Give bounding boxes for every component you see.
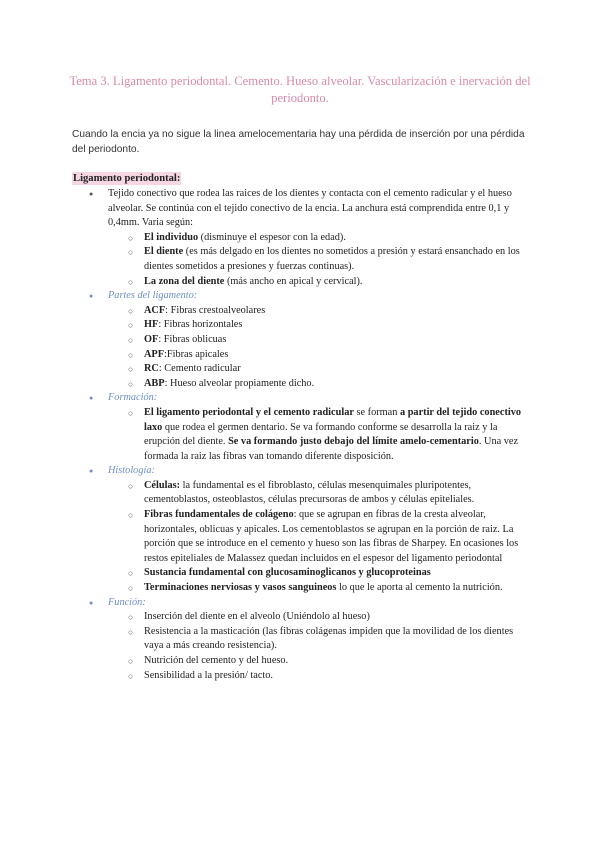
sub-item — [108, 304, 532, 319]
sub-item-text: se forman — [353, 406, 400, 418]
section-heading: Ligamento periodontal: — [73, 173, 181, 184]
sub-list — [72, 231, 532, 289]
main-list — [72, 187, 532, 683]
sub-item-text: (disminuye el espesor con la edad). — [198, 231, 346, 243]
sub-item — [108, 318, 532, 333]
sub-item-bold: La zona del diente — [144, 275, 225, 287]
sub-item — [108, 566, 532, 581]
partes-heading: Partes del ligamento: — [108, 290, 198, 302]
sub-item-bold: El ligamento periodontal y el cemento radicular — [144, 406, 354, 418]
sub-list — [72, 406, 532, 464]
list-item — [72, 187, 532, 289]
sub-item — [108, 333, 532, 348]
sub-item: ○ Inserción del diente en el alveolo (Uniéndolo al hueso) — [108, 610, 532, 625]
sub-item: ○ Nutrición del cemento y del hueso. — [108, 654, 532, 669]
sub-item-text: : Fibras crestoalveolares — [165, 304, 266, 316]
sub-item — [108, 581, 532, 596]
sub-list — [72, 610, 532, 683]
formacion-heading: Formación: — [108, 392, 158, 404]
sub-list — [72, 304, 532, 392]
sub-item-text: lo que le aporta al cemento la nutrición. — [336, 582, 503, 594]
sub-item-bold: RC — [144, 363, 159, 375]
list-item-partes — [72, 289, 532, 391]
sub-item — [108, 508, 532, 566]
sub-item-text: : Fibras horizontales — [158, 319, 243, 331]
sub-item-text: (es más delgado en los dientes no sometidos a presión y estará ensanchado en los dientes sometidos a presiones y fuerzas continuas). — [144, 246, 520, 272]
sub-item-text: la fundamental es el fibroblasto, células mesenquimales pluripotentes, cementoblastos, osteoblastos, células precursoras de ambos y células epiteliales. — [144, 479, 475, 506]
sub-item-text: que rodea el germen dentario. Se va formando conforme se desarrolla la raiz y la erupción del diente. — [144, 421, 498, 448]
sub-item — [108, 479, 532, 508]
sub-item-bold: Se va formando justo debajo del límite amelo-cementario — [228, 436, 479, 448]
sub-item-bold: ABP — [144, 377, 165, 389]
list-item-formacion — [72, 391, 532, 464]
list-item-funcion — [72, 596, 532, 684]
sub-item-bold: APF — [144, 348, 165, 360]
sub-item-bold: Fibras fundamentales de colágeno — [144, 509, 294, 521]
sub-item-bold: a partir del tejido conectivo laxo — [144, 406, 522, 433]
sub-item-text: : Fibras oblicuas — [158, 333, 227, 345]
sub-item-bold: Sustancia fundamental con glucosaminoglicanos y glucoproteinas — [144, 567, 431, 579]
sub-item-text: : Cemento radicular — [158, 363, 241, 375]
sub-item-bold: Células: — [144, 479, 181, 491]
sub-item-text: : Hueso alveolar propiamente dicho. — [164, 377, 315, 389]
sub-item: ○ Resistencia a la masticación (las fibras colágenas impiden que la movilidad de los dientes vaya a más creando resistencia). — [108, 625, 532, 654]
funcion-heading: Función: — [108, 596, 146, 608]
sub-item — [108, 275, 532, 290]
section-content — [72, 187, 532, 683]
sub-item-bold: OF — [144, 333, 159, 345]
sub-item-bold: Terminaciones nerviosas y vasos sanguineos — [144, 582, 337, 594]
sub-list — [72, 479, 532, 596]
sub-item: ○ Sensibilidad a la presión/ tacto. — [108, 669, 532, 684]
sub-item — [108, 348, 532, 363]
sub-item — [108, 231, 532, 246]
sub-item-text: :Fibras apicales — [164, 348, 229, 360]
page-title: Tema 3. Ligamento periodontal. Cemento. Hueso alveolar. Vascularización e inervación del periodonto. — [69, 74, 531, 105]
sub-item-text: (más ancho en apical y cervical). — [224, 275, 363, 287]
sub-item — [108, 406, 532, 464]
sub-item-bold: HF — [144, 319, 159, 331]
sub-item-bold: El diente — [144, 246, 184, 258]
sub-item-bold: ACF — [144, 304, 166, 316]
intro-paragraph: Cuando la encia ya no sigue la linea amelocementaria hay una pérdida de inserción por una pérdida del periodonto. — [72, 129, 525, 155]
item-text: Tejido conectivo que rodea las raices de los dientes y contacta con el cemento radicular y el hueso alveolar. Se continúa con el tejido conectivo de la encia. La anchura está comprendida entre 0,1 y 0,4mm. Varia según: — [108, 188, 512, 229]
sub-item — [108, 377, 532, 392]
sub-item-text: : que se agrupan en fibras de la cresta alveolar, horizontales, oblicuas y apicales. Los cementoblastos se agrupan en la porción de raiz. La porción que se introduce en el cemento y hueso son las fibras de Sharpey. En ocasiones los restos epiteliales de Malassez quedan incluidos en el espesor del ligamento periodontal — [144, 509, 519, 564]
list-item-histologia — [72, 464, 532, 595]
sub-item-text: . Una vez formada la raiz las fibras van tomando diferente disposición. — [144, 436, 519, 462]
histologia-heading: Histología: — [108, 465, 155, 477]
sub-item — [108, 362, 532, 377]
sub-item — [108, 245, 532, 274]
sub-item-bold: El individuo — [144, 231, 199, 243]
